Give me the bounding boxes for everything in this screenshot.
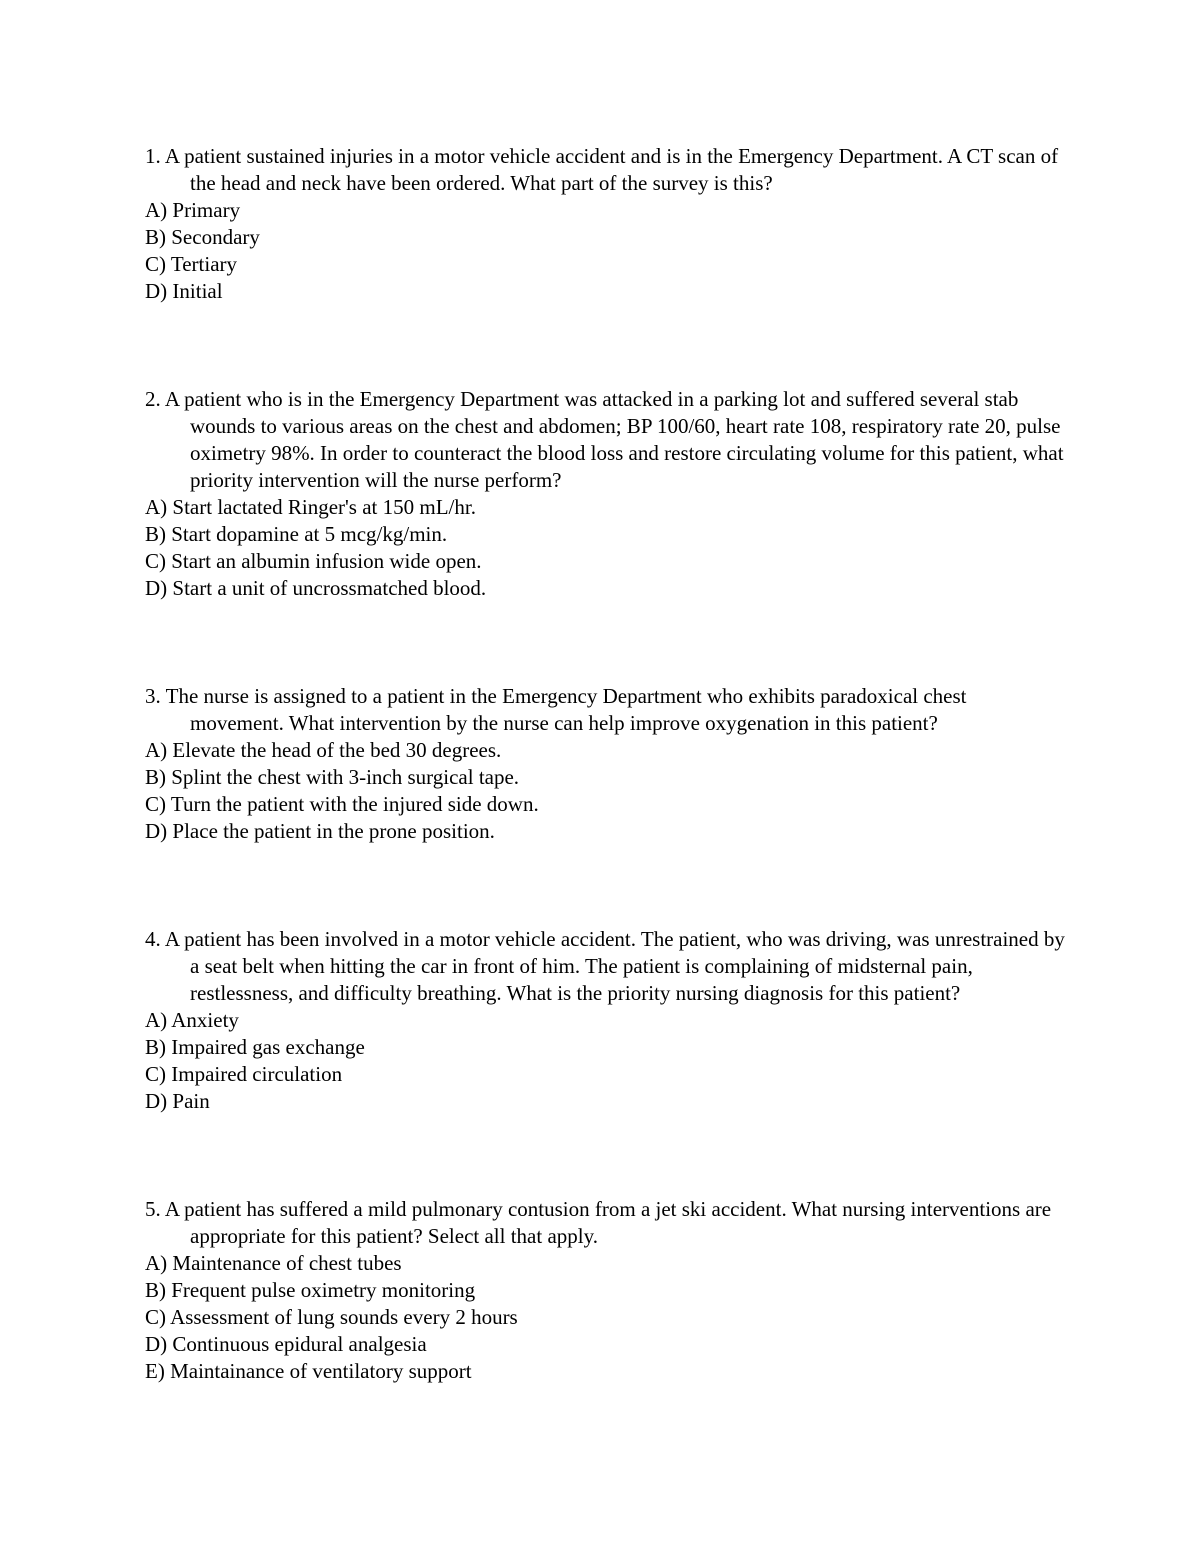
answer-option-d: D) Pain	[145, 1089, 210, 1113]
answer-option-d: D) Continuous epidural analgesia	[145, 1332, 427, 1356]
answer-option-d: D) Place the patient in the prone position.	[145, 819, 495, 843]
answer-option-a: A) Start lactated Ringer's at 150 mL/hr.	[145, 495, 476, 519]
answer-options	[145, 197, 1065, 305]
question-stem: 2. A patient who is in the Emergency Department was attacked in a parking lot and suffered several stab wounds to various areas on the chest and abdomen; BP 100/60, heart rate 108, respiratory rate 20, pulse oximetry 98%. In order to counteract the blood loss and restore circulating volume for this patient, what priority intervention will the nurse perform?	[145, 387, 1064, 492]
answer-option-e: E) Maintainance of ventilatory support	[145, 1359, 472, 1383]
question-stem: 4. A patient has been involved in a motor vehicle accident. The patient, who was driving, was unrestrained by a seat belt when hitting the car in front of him. The patient is complaining of midsternal pain, restlessness, and difficulty breathing. What is the priority nursing diagnosis for this patient?	[145, 927, 1065, 1005]
question-list	[145, 143, 1065, 1466]
answer-option-a: A) Elevate the head of the bed 30 degrees.	[145, 738, 502, 762]
answer-option-b: B) Impaired gas exchange	[145, 1035, 365, 1059]
question-1	[145, 143, 1065, 305]
answer-options	[145, 494, 1065, 602]
answer-option-d: D) Initial	[145, 279, 223, 303]
answer-option-a: A) Primary	[145, 198, 241, 222]
answer-option-b: B) Start dopamine at 5 mcg/kg/min.	[145, 522, 448, 546]
answer-option-c: C) Turn the patient with the injured side down.	[145, 792, 539, 816]
answer-option-b: B) Splint the chest with 3-inch surgical tape.	[145, 765, 520, 789]
answer-options	[145, 1007, 1065, 1115]
answer-option-d: D) Start a unit of uncrossmatched blood.	[145, 576, 487, 600]
answer-option-c: C) Start an albumin infusion wide open.	[145, 549, 482, 573]
answer-option-b: B) Frequent pulse oximetry monitoring	[145, 1278, 476, 1302]
answer-option-c: C) Impaired circulation	[145, 1062, 343, 1086]
answer-options	[145, 1250, 1065, 1385]
answer-options	[145, 737, 1065, 845]
question-2	[145, 386, 1065, 602]
question-3	[145, 683, 1065, 845]
question-5	[145, 1196, 1065, 1385]
question-stem: 5. A patient has suffered a mild pulmonary contusion from a jet ski accident. What nursing interventions are appropriate for this patient? Select all that apply.	[145, 1197, 1052, 1248]
answer-option-a: A) Anxiety	[145, 1008, 239, 1032]
answer-option-a: A) Maintenance of chest tubes	[145, 1251, 402, 1275]
question-4	[145, 926, 1065, 1115]
answer-option-b: B) Secondary	[145, 225, 260, 249]
question-stem: 3. The nurse is assigned to a patient in the Emergency Department who exhibits paradoxical chest movement. What intervention by the nurse can help improve oxygenation in this patient?	[145, 684, 967, 735]
answer-option-c: C) Assessment of lung sounds every 2 hours	[145, 1305, 518, 1329]
question-stem: 1. A patient sustained injuries in a motor vehicle accident and is in the Emergency Department. A CT scan of the head and neck have been ordered. What part of the survey is this?	[145, 144, 1059, 195]
answer-option-c: C) Tertiary	[145, 252, 238, 276]
